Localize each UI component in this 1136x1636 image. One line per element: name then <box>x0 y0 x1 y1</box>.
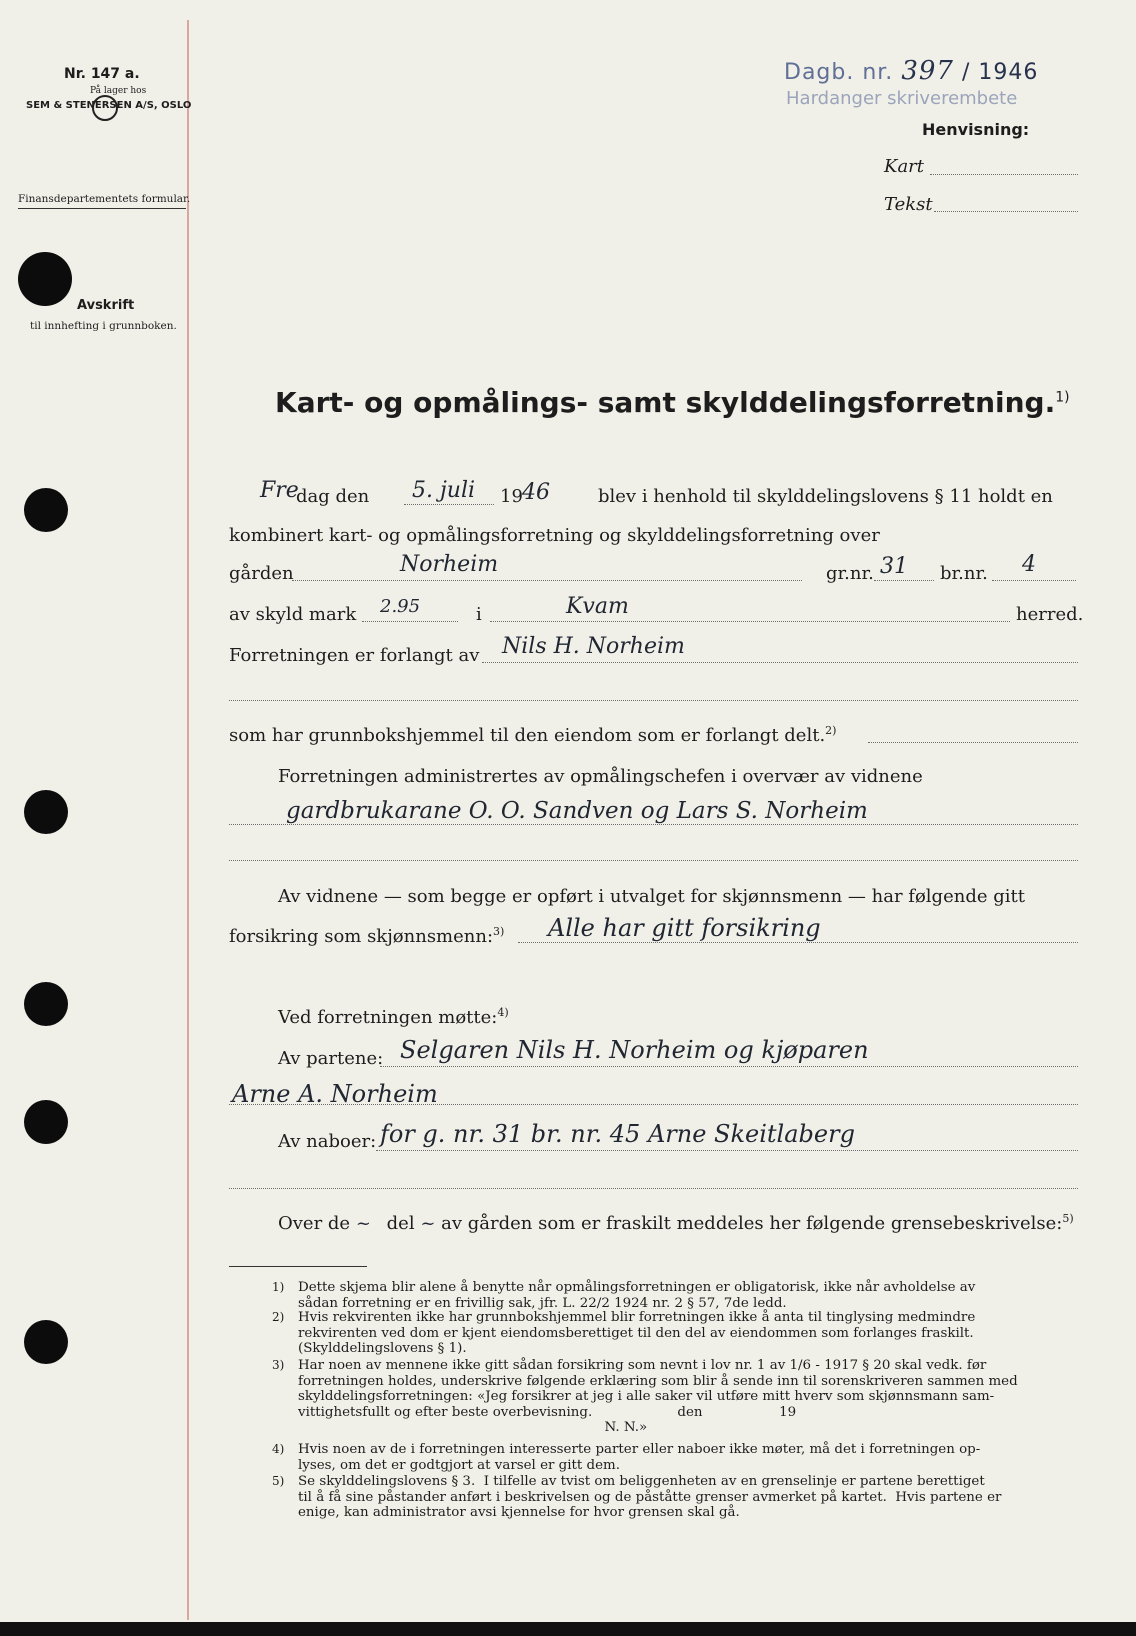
neighbours-value: for g. nr. 31 br. nr. 45 Arne Skeitlaberg <box>380 1120 855 1148</box>
year-prefix: 19 <box>500 486 523 507</box>
punch-hole-icon <box>18 252 72 306</box>
boundary-text <box>278 1212 1074 1234</box>
requester-line-2 <box>229 700 1078 701</box>
parties-line-2 <box>229 1104 1078 1105</box>
footnote-line: (Skylddelingslovens § 1). <box>298 1341 467 1357</box>
dagb-number: 397 <box>901 56 954 86</box>
footnote-line: sådan forretning er en frivillig sak, jfr. L. 22/2 1924 nr. 2 § 57, 7de ledd. <box>298 1295 787 1311</box>
copy-sub-label: til innhefting i grunnboken. <box>30 320 177 332</box>
oath-line <box>518 942 1078 943</box>
value-amount: 2.95 <box>380 596 421 617</box>
footnote-line: enige, kan administrator avsi kjennelse for hvor grensen skal gå. <box>298 1505 740 1521</box>
value-label: av skyld mark <box>229 604 357 625</box>
form-number: Nr. 147 a. <box>64 66 140 82</box>
date-line <box>404 504 494 505</box>
oath-label <box>229 925 504 947</box>
municipality-value: Kvam <box>566 594 629 619</box>
attended-note: 4) <box>497 1006 509 1019</box>
boundary-a: Over de <box>278 1213 351 1234</box>
office-stamp: Hardanger skriverembete <box>786 88 1018 109</box>
bnr-value: 4 <box>1022 552 1036 577</box>
witnesses-value: gardbrukarane O. O. Sandven og Lars S. Norheim <box>286 798 868 824</box>
value-i: i <box>476 604 482 625</box>
reference-tekst-line <box>934 211 1078 212</box>
footnote-number: 2) <box>272 1310 285 1324</box>
date-value: 5. juli <box>412 478 476 503</box>
gnr-line <box>874 580 934 581</box>
dagb-separator: / <box>961 60 971 85</box>
publisher-name: SEM & STENERSEN A/S, OSLO <box>26 100 192 111</box>
attended-label <box>278 1006 509 1028</box>
farm-value: Norheim <box>400 552 499 577</box>
footnote-number: 4) <box>272 1442 285 1456</box>
dagb-year: 1946 <box>978 60 1039 85</box>
bnr-label: br.nr. <box>940 563 988 584</box>
publisher-logo-icon <box>92 95 118 121</box>
title-text: Kart- og opmålings- samt skylddelingsforretning. <box>275 386 1056 419</box>
footnote-line: Hvis rekvirenten ikke har grunnbokshjemmel blir forretningen ikke å anta til tinglysing medmindre <box>298 1310 976 1325</box>
oath-note: 3) <box>493 925 505 938</box>
line2: kombinert kart- og opmålingsforretning og skylddelingsforretning over <box>229 525 880 546</box>
line1-b: blev i henhold til skylddelingslovens § 11 holdt en <box>598 486 1053 507</box>
farm-line <box>292 580 802 581</box>
oath-label-text: forsikring som skjønnsmenn: <box>229 926 494 947</box>
oath-value: Alle har gitt forsikring <box>548 914 821 942</box>
parties-value: Selgaren Nils H. Norheim og kjøparen <box>400 1036 869 1064</box>
boundary-note: 5) <box>1062 1212 1074 1225</box>
punch-hole-icon <box>24 982 68 1026</box>
reference-kart-label: Kart <box>884 156 925 177</box>
requester-line <box>482 662 1078 663</box>
farm-label: gården <box>229 563 294 584</box>
boundary-c: av gården som er fraskilt meddeles her følgende grensebeskrivelse: <box>441 1213 1063 1234</box>
witness-oath-text: Av vidnene — som begge er opført i utvalget for skjønnsmenn — har følgende gitt <box>278 886 1025 907</box>
boundary-hw1: ~ <box>355 1213 371 1234</box>
title-holder-note: 2) <box>825 724 837 737</box>
footnote-number: 1) <box>272 1280 285 1294</box>
bnr-line <box>992 580 1076 581</box>
value-line <box>362 621 458 622</box>
margin-rule <box>187 20 189 1620</box>
copy-label: Avskrift <box>77 298 135 313</box>
title-holder-label: som har grunnbokshjemmel til den eiendom som er forlangt delt. <box>229 725 826 746</box>
footnote-number: 3) <box>272 1358 285 1372</box>
ministry-label: Finansdepartementets formular. <box>18 193 191 205</box>
punch-hole-icon <box>24 790 68 834</box>
footnote-text <box>298 1280 1073 1311</box>
footnote-text <box>298 1358 1073 1436</box>
attended-text: Ved forretningen møtte: <box>278 1007 498 1028</box>
municipality-line <box>490 621 1010 622</box>
neighbours-line <box>376 1150 1078 1151</box>
reference-kart-line <box>930 174 1078 175</box>
ministry-rule <box>18 208 186 209</box>
reference-heading: Henvisning: <box>922 120 1030 139</box>
title-holder-text <box>229 724 836 746</box>
footnote-line: Hvis noen av de i forretningen interesserte parter eller naboer ikke møter, må det i forretningen op- <box>298 1442 981 1457</box>
administrator-text: Forretningen administrertes av opmålingschefen i overvær av vidnene <box>278 766 923 787</box>
scan-edge <box>0 1622 1136 1636</box>
municipality-end: herred. <box>1016 604 1084 625</box>
title-holder-line <box>868 742 1078 743</box>
footnote-number: 5) <box>272 1474 285 1488</box>
requester-label: Forretningen er forlangt av <box>229 645 480 666</box>
punch-hole-icon <box>24 1100 68 1144</box>
witnesses-line-2 <box>229 860 1078 861</box>
footnote-line: skylddelingsforretningen: «Jeg forsikrer at jeg i alle saker vil utføre mitt hverv som skjønnsmann sam- <box>298 1389 995 1405</box>
neighbours-label: Av naboer: <box>278 1131 377 1152</box>
footnote-line: Har noen av mennene ikke gitt sådan forsikring som nevnt i lov nr. 1 av 1/6 - 1917 § 20 skal vedk. før <box>298 1358 987 1373</box>
document-title <box>275 386 1070 419</box>
parties-line <box>380 1066 1078 1067</box>
footnote-line: Dette skjema blir alene å benytte når opmålingsforretningen er obligatorisk, ikke når avholdelse av <box>298 1280 976 1295</box>
line1-a: dag den <box>296 486 370 507</box>
punch-hole-icon <box>24 488 68 532</box>
boundary-b: del <box>386 1213 415 1234</box>
footnote-text <box>298 1474 1073 1521</box>
gnr-label: gr.nr. <box>826 563 874 584</box>
parties-label: Av partene: <box>278 1048 384 1069</box>
witnesses-line <box>229 824 1078 825</box>
reference-tekst-label: Tekst <box>884 194 933 215</box>
footnote-text <box>298 1310 1073 1357</box>
footnote-line: vittighetsfullt og efter beste overbevisning. den 19 <box>298 1404 797 1420</box>
year-value: 46 <box>522 480 550 505</box>
footnote-line: Se skylddelingslovens § 3. I tilfelle av tvist om beliggenheten av en grenselinje er partene berettiget <box>298 1474 985 1489</box>
neighbours-line-2 <box>229 1188 1078 1189</box>
publisher-line: På lager hos <box>90 86 147 96</box>
footnote-line: rekvirenten ved dom er kjent eiendomsberettiget til den del av eiendommen som forlanges fraskilt. <box>298 1325 974 1341</box>
dagb-stamp <box>784 56 1038 86</box>
boundary-hw2: ~ <box>420 1213 436 1234</box>
footnote-line: forretningen holdes, underskrive følgende erklæring som blir å sende inn til sorenskriveren sammen med <box>298 1373 1018 1389</box>
footnote-rule <box>229 1266 367 1267</box>
footnote-line: lyses, om det er godtgjort at varsel er gitt dem. <box>298 1457 620 1473</box>
title-note: 1) <box>1055 389 1070 406</box>
gnr-value: 31 <box>880 554 908 579</box>
dagb-label: Dagb. nr. <box>784 60 894 85</box>
punch-hole-icon <box>24 1320 68 1364</box>
footnote-line: til å få sine påstander anført i beskrivelsen og de påståtte grenser avmerket på kartet. Hvis partene er <box>298 1489 1002 1505</box>
requester-value: Nils H. Norheim <box>502 634 685 659</box>
day-prefix: Fre <box>260 478 299 503</box>
footnote-line: N. N.» <box>298 1420 648 1436</box>
footnote-text <box>298 1442 1073 1473</box>
parties-value-2: Arne A. Norheim <box>232 1080 438 1108</box>
